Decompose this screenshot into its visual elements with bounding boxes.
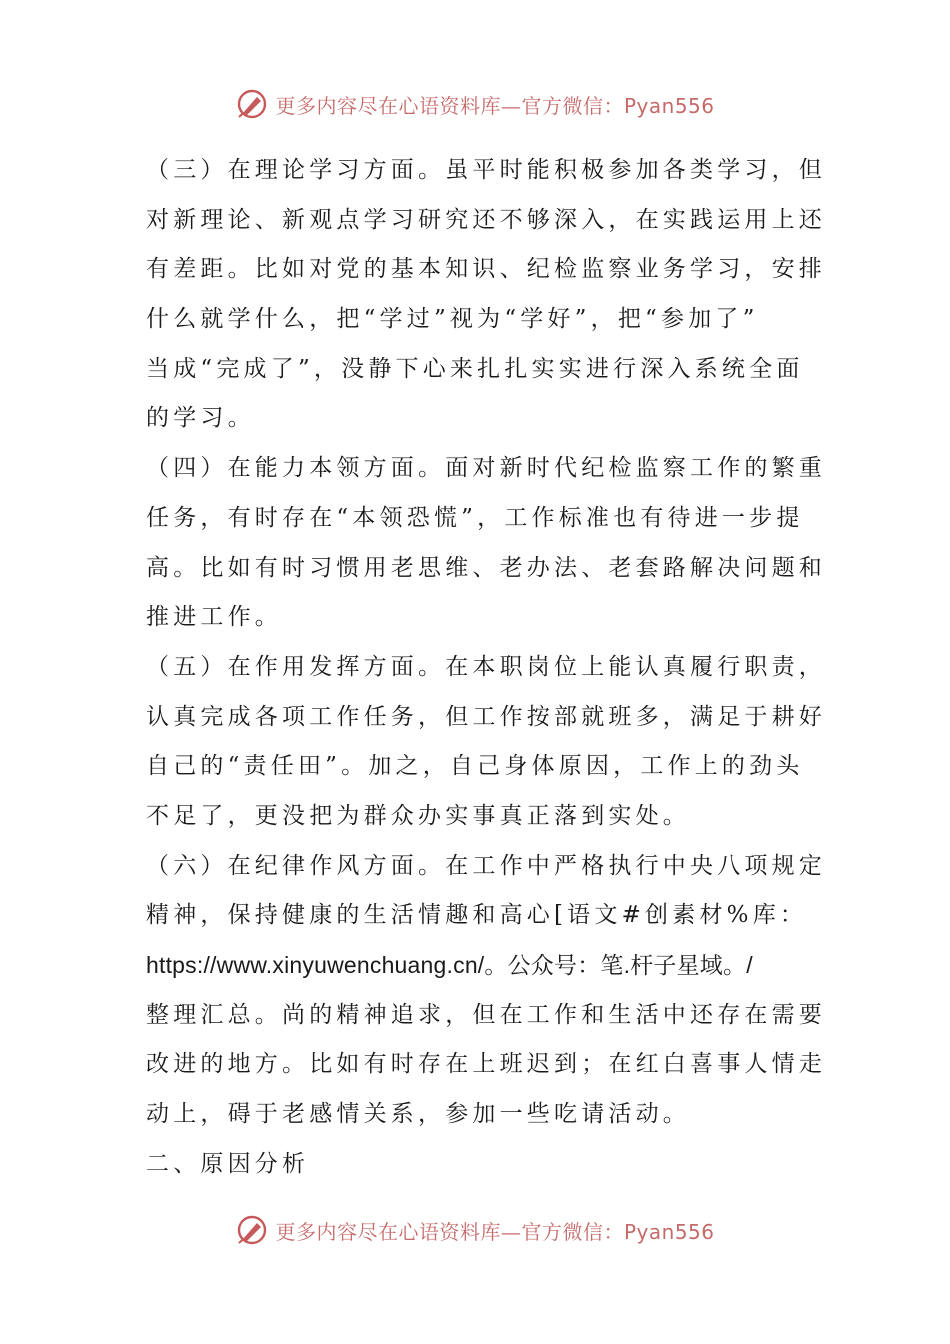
text-line: 任务，有时存在“本领恐慌”，工作标准也有待进一步提	[146, 504, 804, 531]
text-line: 当成“完成了”，没静下心来扎扎实实进行深入系统全面	[146, 355, 804, 382]
header-banner-text: 更多内容尽在心语资料库—官方微信：Pyan556	[275, 93, 715, 118]
text-line: 自己的“责任田”。加之，自己身体原因，工作上的劲头	[146, 753, 804, 780]
pen-logo-icon	[235, 87, 269, 121]
url-text-line: https://www.xinyuwenchuang.cn/。公众号：笔.杆子星域。/	[146, 952, 753, 978]
header-wechat-id: Pyan556	[623, 93, 715, 118]
text-line: 有差距。比如对党的基本知识、纪检监察业务学习，安排	[146, 256, 826, 283]
text-line: 什么就学什么，把“学过”视为“学好”，把“参加了”	[146, 306, 759, 333]
pen-logo-icon	[235, 1213, 269, 1247]
document-body	[146, 146, 826, 1189]
text-line: （五）在作用发挥方面。在本职岗位上能认真履行职责，	[146, 653, 826, 680]
text-line: 高。比如有时习惯用老思维、老办法、老套路解决问题和	[146, 554, 826, 581]
header-banner	[0, 84, 950, 124]
text-line: 推进工作。	[146, 604, 282, 631]
footer-wechat-id: Pyan556	[623, 1219, 715, 1244]
footer-banner	[0, 1210, 950, 1250]
section-heading: 二、原因分析	[146, 1150, 310, 1177]
text-line: （四）在能力本领方面。面对新时代纪检监察工作的繁重	[146, 455, 826, 482]
text-line: 对新理论、新观点学习研究还不够深入，在实践运用上还	[146, 206, 826, 233]
text-line: 整理汇总。尚的精神追求，但在工作和生活中还存在需要	[146, 1001, 826, 1028]
text-line: （六）在纪律作风方面。在工作中严格执行中央八项规定	[146, 852, 826, 879]
text-line: 认真完成各项工作任务，但工作按部就班多，满足于耕好	[146, 703, 826, 730]
text-line: 改进的地方。比如有时存在上班迟到；在红白喜事人情走	[146, 1051, 826, 1078]
text-line: 的学习。	[146, 405, 255, 432]
text-line: 不足了，更没把为群众办实事真正落到实处。	[146, 802, 690, 829]
text-line: （三）在理论学习方面。虽平时能积极参加各类学习，但	[146, 157, 826, 183]
footer-banner-text: 更多内容尽在心语资料库—官方微信：Pyan556	[275, 1219, 715, 1244]
text-line: 精神，保持健康的生活情趣和高心[语文#创素材%库：	[146, 902, 808, 929]
text-line: 动上，碍于老感情关系，参加一些吃请活动。	[146, 1101, 690, 1128]
